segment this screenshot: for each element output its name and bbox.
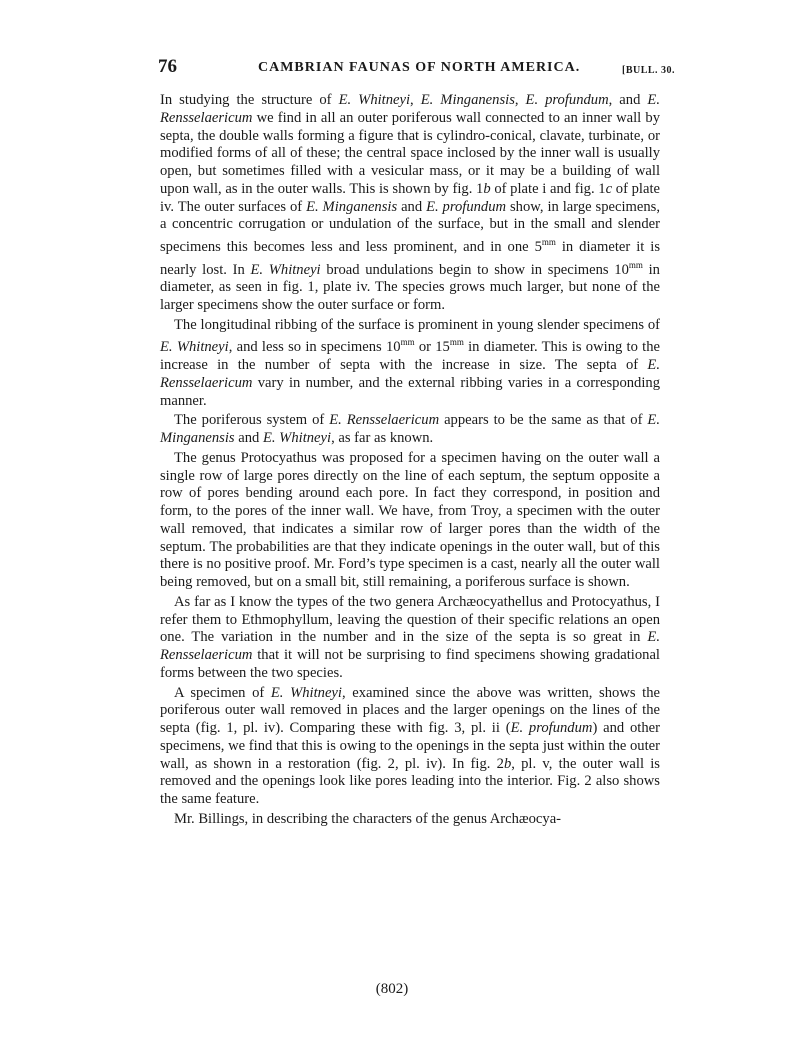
italic-term: E. Rensselaericum <box>160 629 660 664</box>
paragraph <box>160 92 660 315</box>
paragraph <box>160 811 660 829</box>
text-run: , <box>410 92 421 108</box>
text-run: Mr. Billings, in describing the characters of the genus Archæocya- <box>174 810 562 827</box>
text-run: , and less so in specimens 10 <box>228 339 401 356</box>
italic-term: E. Whitneyi <box>250 261 321 278</box>
text-run: , <box>514 92 526 108</box>
text-run: vary in number, and the external ribbing varies in a corresponding manner. <box>160 374 660 409</box>
paragraph <box>160 317 660 411</box>
bulletin-number: [BULL. 30. <box>622 65 676 76</box>
text-run: broad undulations begin to show in specimens 10 <box>320 261 629 278</box>
italic-term: E. Whitneyi <box>338 92 411 108</box>
italic-term: E. Whitneyi <box>160 339 229 356</box>
page-header <box>0 56 800 80</box>
paragraph <box>160 450 660 592</box>
italic-term: E. Rensselaericum <box>160 92 660 126</box>
text-run: , as far as known. <box>331 430 434 447</box>
unit-superscript: mm <box>449 337 464 348</box>
text-run: The poriferous system of <box>174 412 330 429</box>
unit-superscript: mm <box>541 237 556 247</box>
text-run: ) and other specimens, we find that this is owing to the openings in the septa just within the outer wall, as shown in a restoration (fig. 2, pl. iv). In fig. 2 <box>160 720 660 772</box>
italic-term: E. Whitneyi <box>262 430 332 447</box>
italic-term: E. profundum <box>525 92 609 108</box>
paragraph <box>160 594 660 683</box>
text-run: in diameter, as seen in fig. 1, plate iv. The species grows much larger, but none of the larger specimens show the outer surface or form. <box>160 261 660 313</box>
page-number: 76 <box>158 56 177 77</box>
body-text <box>160 92 660 831</box>
text-run: As far as I know the types of the two genera Archæocyathellus and Protocyathus, I refer them to Ethmophyllum, leaving the question of their specific relations an open one. The variation in the number and in the size of the septa is so great in <box>160 593 660 646</box>
italic-term: E. Minganensis <box>420 92 515 108</box>
text-run: we find in all an outer poriferous wall connected to an inner wall by septa, the double walls forming a figure that is cylindro-conical, clavate, turbinate, or modified forms of all of these; the central space inclosed by the inner wall is usually open, but sometimes filled with a vesicular mass, or it may be a building of wall upon wall, as in the outer walls. This is shown by fig. 1 <box>160 109 660 197</box>
text-run: of plate iv. The outer surfaces of <box>160 180 660 215</box>
text-run: that it will not be surprising to find specimens showing gradational forms between the two species. <box>160 647 660 681</box>
italic-term: E. profundum <box>426 198 507 215</box>
italic-term: c <box>605 180 613 197</box>
text-run: or 15 <box>414 339 450 356</box>
text-run: appears to be the same as that of <box>439 412 648 429</box>
text-run: , pl. v, the outer wall is removed and the openings look like pores leading into the interior. Fig. 2 also shows the same feature. <box>160 755 660 808</box>
italic-term: b <box>483 180 491 197</box>
text-run: A specimen of <box>174 684 271 701</box>
italic-term: E. Minganensis <box>306 198 398 215</box>
text-run: , examined since the above was written, shows the poriferous outer wall removed in places and the larger openings on the lines of the septa (fig. 1, pl. iv). Comparing these with fig. 3, pl. ii ( <box>160 684 660 737</box>
text-run: of plate i and fig. 1 <box>490 180 606 197</box>
italic-term: E. Rensselaericum <box>329 412 440 429</box>
italic-term: b <box>503 755 512 772</box>
unit-superscript: mm <box>628 259 643 270</box>
paragraph <box>160 685 660 809</box>
text-run: in diameter it is nearly lost. In <box>160 238 660 278</box>
running-title: CAMBRIAN FAUNAS OF NORTH AMERICA. <box>258 60 581 75</box>
paragraph <box>160 412 660 448</box>
text-run: and <box>234 430 263 447</box>
text-run: In studying the structure of <box>160 92 339 108</box>
text-run: The longitudinal ribbing of the surface is prominent in young slender specimens of <box>174 316 660 333</box>
text-run: The genus Protocyathus was proposed for a specimen having on the outer wall a single row of large pores directly on the line of each septum, the septum opposite a row of pores bending around each pore. In fact they correspond, in position and form, to the pores of the inner wall. We have, from Troy, a specimen with the outer wall removed, that indicates a similar row of larger pores than the width of the septum. The probabilities are that they indicate openings in the outer wall, but of this there is no positive proof. Mr. Ford’s type specimen is a cast, nearly all the outer wall being removed, but on a small bit, still remaining, a poriferous surface is shown. <box>160 449 660 591</box>
unit-superscript: mm <box>400 337 415 348</box>
italic-term: E. Minganensis <box>160 412 660 447</box>
page-reference: (802) <box>375 981 409 997</box>
page-footer <box>0 981 800 998</box>
italic-term: E. Whitneyi <box>270 684 342 701</box>
italic-term: E. profundum <box>510 720 593 737</box>
text-run: , and <box>608 92 648 108</box>
text-run: and <box>397 198 427 215</box>
text-run: show, in large specimens, a concentric corrugation or undulation of the surface, but in the small and slender specimens this becomes less and less prominent, and in one 5 <box>160 198 660 255</box>
text-run: in diameter. This is owing to the increase in the number of septa with the increase in size. The septa of <box>160 339 660 374</box>
italic-term: E. Rensselaericum <box>160 357 660 391</box>
